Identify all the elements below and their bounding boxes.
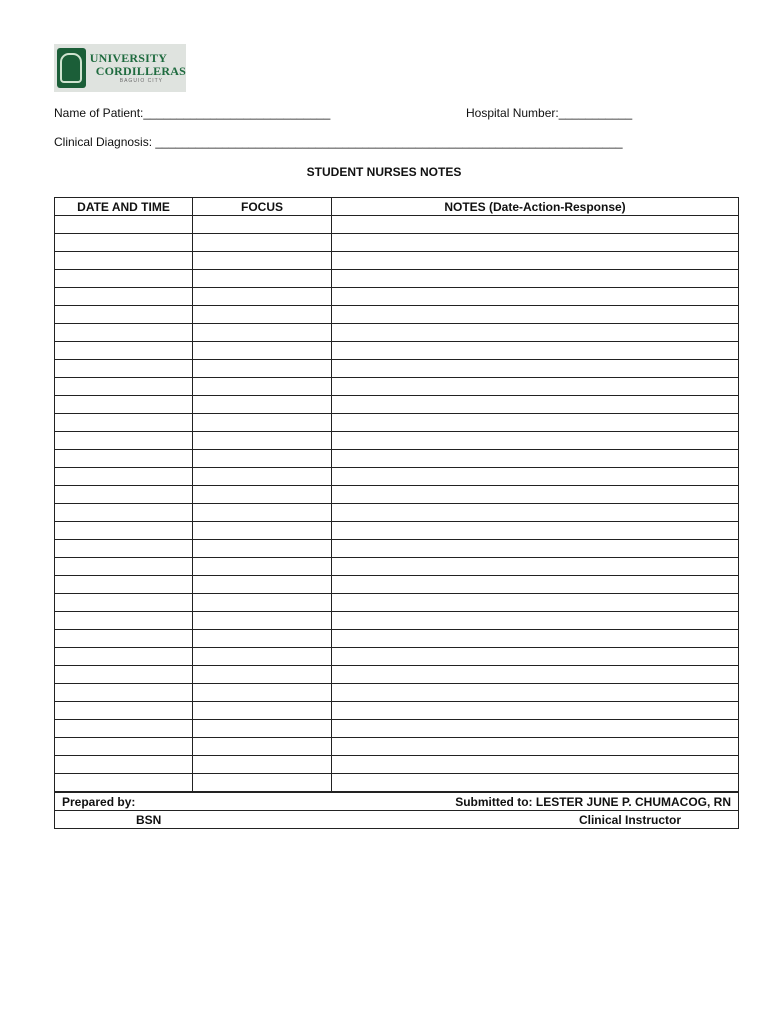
table-row bbox=[55, 468, 739, 486]
notes-cell[interactable] bbox=[332, 414, 739, 432]
date-time-cell[interactable] bbox=[55, 234, 193, 252]
table-row bbox=[55, 666, 739, 684]
bsn-label: BSN bbox=[136, 812, 162, 827]
focus-cell[interactable] bbox=[193, 288, 332, 306]
focus-cell[interactable] bbox=[193, 648, 332, 666]
table-row bbox=[55, 684, 739, 702]
focus-cell[interactable] bbox=[193, 540, 332, 558]
hospital-number-field[interactable]: Hospital Number:___________ bbox=[466, 106, 633, 120]
focus-cell[interactable] bbox=[193, 702, 332, 720]
footer-row-2 bbox=[55, 811, 739, 829]
table-row bbox=[55, 396, 739, 414]
date-time-cell[interactable] bbox=[55, 378, 193, 396]
table-row bbox=[55, 756, 739, 774]
notes-cell[interactable] bbox=[332, 450, 739, 468]
notes-cell[interactable] bbox=[332, 558, 739, 576]
notes-cell[interactable] bbox=[332, 720, 739, 738]
notes-cell[interactable] bbox=[332, 378, 739, 396]
focus-cell[interactable] bbox=[193, 612, 332, 630]
focus-cell[interactable] bbox=[193, 378, 332, 396]
table-row bbox=[55, 720, 739, 738]
focus-cell[interactable] bbox=[193, 738, 332, 756]
date-time-cell[interactable] bbox=[55, 774, 193, 792]
table-row bbox=[55, 216, 739, 234]
table-row bbox=[55, 288, 739, 306]
focus-cell[interactable] bbox=[193, 396, 332, 414]
table-row bbox=[55, 378, 739, 396]
date-time-cell[interactable] bbox=[55, 630, 193, 648]
notes-cell[interactable] bbox=[332, 288, 739, 306]
focus-cell[interactable] bbox=[193, 306, 332, 324]
table-row bbox=[55, 306, 739, 324]
form-title: STUDENT NURSES NOTES bbox=[306, 165, 462, 179]
table-row bbox=[55, 648, 739, 666]
date-time-cell[interactable] bbox=[55, 216, 193, 234]
logo-text bbox=[90, 52, 186, 84]
focus-cell[interactable] bbox=[193, 630, 332, 648]
notes-cell[interactable] bbox=[332, 684, 739, 702]
date-time-cell[interactable] bbox=[55, 360, 193, 378]
focus-cell[interactable] bbox=[193, 234, 332, 252]
focus-cell[interactable] bbox=[193, 594, 332, 612]
notes-cell[interactable] bbox=[332, 252, 739, 270]
notes-cell[interactable] bbox=[332, 594, 739, 612]
notes-cell[interactable] bbox=[332, 360, 739, 378]
signature-footer bbox=[54, 792, 739, 829]
prepared-by-label: Prepared by: bbox=[62, 794, 136, 809]
date-time-cell[interactable] bbox=[55, 288, 193, 306]
table-row bbox=[55, 504, 739, 522]
date-time-cell[interactable] bbox=[55, 576, 193, 594]
notes-cell[interactable] bbox=[332, 648, 739, 666]
date-time-cell[interactable] bbox=[55, 504, 193, 522]
date-time-cell[interactable] bbox=[55, 558, 193, 576]
table-row bbox=[55, 702, 739, 720]
date-time-cell[interactable] bbox=[55, 450, 193, 468]
notes-cell[interactable] bbox=[332, 432, 739, 450]
footer-cell-2 bbox=[55, 811, 739, 829]
university-logo bbox=[54, 44, 186, 92]
date-time-cell[interactable] bbox=[55, 756, 193, 774]
focus-cell[interactable] bbox=[193, 576, 332, 594]
notes-cell[interactable] bbox=[332, 234, 739, 252]
notes-cell[interactable] bbox=[332, 342, 739, 360]
notes-cell[interactable] bbox=[332, 324, 739, 342]
table-header-row bbox=[55, 198, 739, 216]
date-time-cell[interactable] bbox=[55, 720, 193, 738]
nurses-notes-table bbox=[54, 197, 739, 792]
date-time-cell[interactable] bbox=[55, 540, 193, 558]
notes-cell[interactable] bbox=[332, 576, 739, 594]
notes-cell[interactable] bbox=[332, 486, 739, 504]
notes-cell[interactable] bbox=[332, 468, 739, 486]
header-date-and-time: DATE AND TIME bbox=[55, 198, 193, 216]
notes-cell[interactable] bbox=[332, 540, 739, 558]
clinical-instructor-label: Clinical Instructor bbox=[578, 812, 681, 827]
table-row bbox=[55, 576, 739, 594]
focus-cell[interactable] bbox=[193, 270, 332, 288]
footer-row-1 bbox=[55, 793, 739, 811]
table-row bbox=[55, 342, 739, 360]
date-time-cell[interactable] bbox=[55, 396, 193, 414]
table-row bbox=[55, 774, 739, 792]
date-time-cell[interactable] bbox=[55, 270, 193, 288]
date-time-cell[interactable] bbox=[55, 684, 193, 702]
header-focus: FOCUS bbox=[193, 198, 332, 216]
submitted-to-label: Submitted to: LESTER JUNE P. CHUMACOG, RN bbox=[455, 794, 731, 809]
date-time-cell[interactable] bbox=[55, 666, 193, 684]
focus-cell[interactable] bbox=[193, 468, 332, 486]
clinical-diagnosis-field[interactable]: Clinical Diagnosis: ______________________________________________________________________ bbox=[54, 135, 623, 149]
date-time-cell[interactable] bbox=[55, 738, 193, 756]
focus-cell[interactable] bbox=[193, 414, 332, 432]
table-row bbox=[55, 360, 739, 378]
focus-cell[interactable] bbox=[193, 432, 332, 450]
table-row bbox=[55, 324, 739, 342]
focus-cell[interactable] bbox=[193, 324, 332, 342]
table-body bbox=[55, 216, 739, 792]
table-row bbox=[55, 414, 739, 432]
logo-line-2: CORDILLERAS bbox=[95, 64, 186, 78]
footer-cell-1 bbox=[55, 793, 739, 811]
date-time-cell[interactable] bbox=[55, 522, 193, 540]
focus-cell[interactable] bbox=[193, 774, 332, 792]
logo-line-3: BAGUIO CITY bbox=[119, 78, 163, 84]
table-row bbox=[55, 540, 739, 558]
date-time-cell[interactable] bbox=[55, 252, 193, 270]
notes-cell[interactable] bbox=[332, 612, 739, 630]
logo-line-1: UNIVERSITY bbox=[89, 51, 168, 65]
table-row bbox=[55, 450, 739, 468]
focus-cell[interactable] bbox=[193, 666, 332, 684]
notes-cell[interactable] bbox=[332, 522, 739, 540]
table-row bbox=[55, 630, 739, 648]
notes-cell[interactable] bbox=[332, 306, 739, 324]
focus-cell[interactable] bbox=[193, 756, 332, 774]
focus-cell[interactable] bbox=[193, 216, 332, 234]
notes-cell[interactable] bbox=[332, 774, 739, 792]
date-time-cell[interactable] bbox=[55, 342, 193, 360]
notes-cell[interactable] bbox=[332, 756, 739, 774]
focus-cell[interactable] bbox=[193, 558, 332, 576]
table-row bbox=[55, 738, 739, 756]
notes-cell[interactable] bbox=[332, 216, 739, 234]
date-time-cell[interactable] bbox=[55, 432, 193, 450]
notes-cell[interactable] bbox=[332, 504, 739, 522]
table-row bbox=[55, 252, 739, 270]
focus-cell[interactable] bbox=[193, 720, 332, 738]
table-row bbox=[55, 594, 739, 612]
patient-name-field[interactable]: Name of Patient:____________________________ bbox=[54, 106, 331, 120]
university-seal-icon bbox=[57, 48, 86, 88]
focus-cell[interactable] bbox=[193, 450, 332, 468]
date-time-cell[interactable] bbox=[55, 414, 193, 432]
header-notes: NOTES (Date-Action-Response) bbox=[332, 198, 739, 216]
table-row bbox=[55, 522, 739, 540]
table-row bbox=[55, 558, 739, 576]
notes-cell[interactable] bbox=[332, 738, 739, 756]
date-time-cell[interactable] bbox=[55, 324, 193, 342]
date-time-cell[interactable] bbox=[55, 612, 193, 630]
notes-cell[interactable] bbox=[332, 396, 739, 414]
notes-cell[interactable] bbox=[332, 666, 739, 684]
notes-cell[interactable] bbox=[332, 270, 739, 288]
notes-cell[interactable] bbox=[332, 630, 739, 648]
focus-cell[interactable] bbox=[193, 504, 332, 522]
table-row bbox=[55, 612, 739, 630]
table-row bbox=[55, 432, 739, 450]
date-time-cell[interactable] bbox=[55, 702, 193, 720]
focus-cell[interactable] bbox=[193, 342, 332, 360]
focus-cell[interactable] bbox=[193, 486, 332, 504]
date-time-cell[interactable] bbox=[55, 468, 193, 486]
table-row bbox=[55, 234, 739, 252]
date-time-cell[interactable] bbox=[55, 306, 193, 324]
date-time-cell[interactable] bbox=[55, 594, 193, 612]
table-row bbox=[55, 270, 739, 288]
focus-cell[interactable] bbox=[193, 684, 332, 702]
focus-cell[interactable] bbox=[193, 360, 332, 378]
focus-cell[interactable] bbox=[193, 252, 332, 270]
date-time-cell[interactable] bbox=[55, 648, 193, 666]
focus-cell[interactable] bbox=[193, 522, 332, 540]
table-row bbox=[55, 486, 739, 504]
date-time-cell[interactable] bbox=[55, 486, 193, 504]
notes-cell[interactable] bbox=[332, 702, 739, 720]
